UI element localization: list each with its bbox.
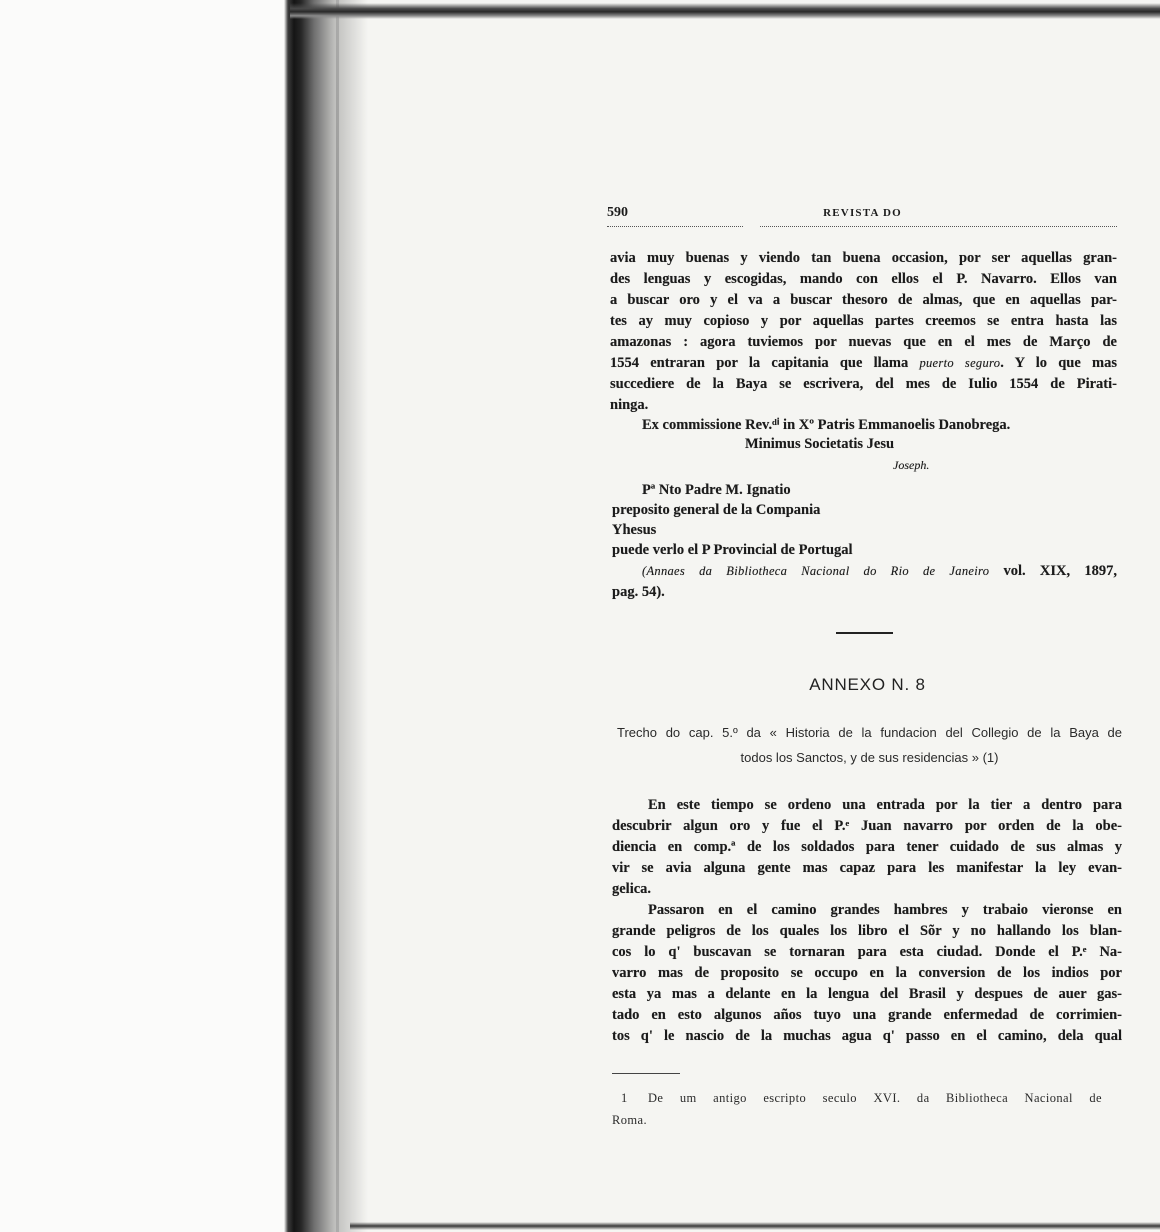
address-line: preposito general de la Compania: [612, 502, 821, 518]
text-segment: . Y lo que mas: [1000, 355, 1117, 371]
annex-paragraph-2: [612, 900, 1122, 1047]
top-page-edge: [290, 3, 1160, 19]
footnote-rule: [612, 1073, 680, 1074]
text-line: tos q' le nascio de la muchas agua q' passo en el camino, dela qual: [612, 1028, 1122, 1044]
address-line: puede verlo el P Provincial de Portugal: [612, 542, 853, 558]
text-line: tado en esto algunos años tuyo una grande enfermedad de corrimien-: [612, 1007, 1122, 1023]
text-line: avia muy buenas y viendo tan buena occasion, por ser aquellas gran-: [610, 250, 1117, 266]
footnote-text-continued: [612, 1109, 647, 1131]
citation-line: [612, 561, 1117, 582]
text-line: succediere de la Baya se escrivera, del mes de Iulio 1554 de Pirati-: [610, 376, 1117, 392]
text-line: diencia en comp.ª de los soldados para tener cuidado de sus almas y: [612, 839, 1122, 855]
annex-heading: ANNEXO N. 8: [809, 675, 926, 694]
text-line: esta ya mas a delante en la lengua del Brasil y despues de auer gas-: [612, 986, 1122, 1002]
footnote-number: 1: [621, 1091, 628, 1105]
text-line: [610, 353, 1117, 374]
text-line: grande peligros de los quales los libro el Sõr y no hallando los blan-: [612, 923, 1122, 939]
italic-source-title: (Annaes da Bibliotheca Nacional do Rio de Janeiro: [642, 564, 990, 578]
citation-line: pag. 54).: [612, 584, 665, 600]
footnote-line: Roma.: [612, 1113, 647, 1127]
text-line: descubrir algun oro y fue el P.ᵉ Juan navarro por orden de la obe-: [612, 818, 1122, 834]
text-line: Passaron en el camino grandes hambres y trabaio vieronse en: [648, 902, 1122, 918]
signature-name: Joseph.: [893, 458, 930, 472]
address-block: [612, 480, 1117, 560]
text-segment: 1554 entraran por la capitania que llama: [610, 355, 920, 371]
header-rule-left: [607, 226, 743, 227]
text-line: varro mas de proposito se occupo en la conversion de los indios por: [612, 965, 1122, 981]
annex-paragraph-1: [612, 795, 1122, 900]
text-line: a buscar oro y el va a buscar thesoro de almas, que en aquellas par-: [610, 292, 1117, 308]
source-citation: [612, 561, 1117, 603]
text-line: des lenguas y escogidas, mando con ellos el P. Navarro. Ellos van: [610, 271, 1117, 287]
italic-place-name: puerto seguro: [919, 356, 1001, 370]
text-line: vir se avia alguna gente mas capaz para les manifestar la ley evan-: [612, 860, 1122, 876]
letter-text: [610, 248, 1117, 416]
footnote-text: [648, 1087, 1102, 1109]
subtitle-line: todos los Sanctos, y de sus residencias » (1): [740, 750, 999, 765]
address-line: Pª Nto Padre M. Ignatio: [642, 482, 791, 498]
footnote-line: De um antigo escripto seculo XVI. da Bibliotheca Nacional de: [648, 1091, 1102, 1105]
address-line: Yhesus: [612, 522, 657, 538]
text-line: amazonas : agora tuviemos por nuevas que en el mes de Março de: [610, 334, 1117, 350]
signature-title: Minimus Societatis Jesu: [745, 436, 895, 452]
header-rule-right: [760, 226, 1117, 227]
text-line: ninga.: [610, 397, 649, 413]
annex-subtitle: [617, 720, 1122, 770]
left-scan-margin: [0, 0, 290, 1232]
text-line: tes ay muy copioso y por aquellas partes creemos se entra hasta las: [610, 313, 1117, 329]
text-segment: vol. XIX, 1897,: [989, 563, 1117, 579]
running-title: REVISTA DO: [823, 207, 902, 219]
page-number: 590: [607, 205, 628, 220]
text-line: En este tiempo se ordeno una entrada por la tier a dentro para: [648, 797, 1122, 813]
binding-streak: [336, 0, 339, 1232]
binding-shadow: [284, 0, 368, 1232]
text-line: cos lo q' buscavan se tornaran para esta ciudad. Donde el P.ᵉ Na-: [612, 944, 1122, 960]
text-line: gelica.: [612, 881, 652, 897]
bottom-page-edge: [350, 1222, 1160, 1230]
subtitle-line: Trecho do cap. 5.º da « Historia de la fundacion del Collegio de la Baya de: [617, 725, 1122, 740]
commission-line: Ex commissione Rev.ᵈⁱ in Xº Patris Emmanoelis Danobrega.: [642, 417, 1011, 433]
section-divider: [836, 632, 893, 634]
